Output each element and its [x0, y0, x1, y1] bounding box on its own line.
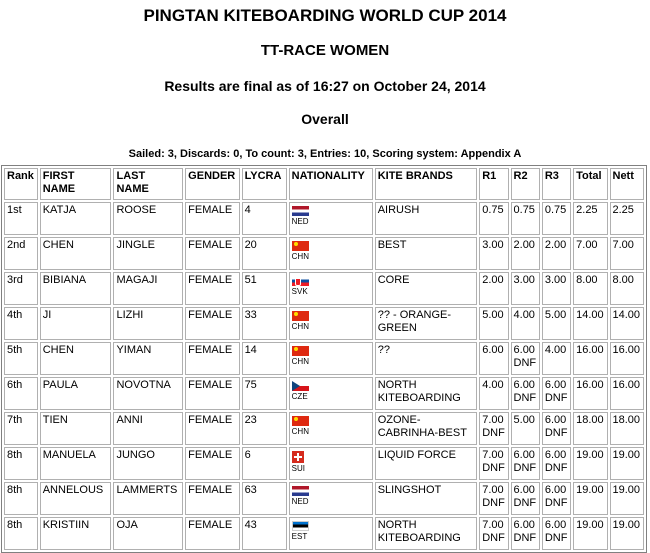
- cell-r3: 6.00 DNF: [542, 377, 571, 410]
- cell-lycra: 43: [242, 517, 287, 550]
- china-flag-icon: [292, 346, 309, 356]
- cell-last-name: ROOSE: [113, 202, 183, 235]
- col-r1: R1: [479, 168, 508, 200]
- cell-lycra: 6: [242, 447, 287, 480]
- table-row: [4, 272, 644, 305]
- estonia-flag-icon: [292, 521, 309, 531]
- cell-gender: FEMALE: [185, 412, 239, 445]
- table-row: [4, 412, 644, 445]
- cell-nationality: [289, 447, 373, 480]
- cell-total: 19.00: [573, 447, 607, 480]
- cell-nett: 8.00: [610, 272, 645, 305]
- col-lycra: LYCRA: [242, 168, 287, 200]
- cell-r2: 0.75: [511, 202, 540, 235]
- cell-r3: 4.00: [542, 342, 571, 375]
- country-code: NED: [291, 217, 309, 226]
- cell-total: 14.00: [573, 307, 607, 340]
- cell-r2: 6.00 DNF: [511, 447, 540, 480]
- results-table: [1, 165, 647, 553]
- cell-last-name: ANNI: [113, 412, 183, 445]
- cell-kite-brand: NORTH KITEBOARDING: [375, 517, 478, 550]
- netherlands-flag-icon: [292, 206, 309, 216]
- country-code: CHN: [291, 427, 309, 436]
- cell-first-name: CHEN: [40, 342, 112, 375]
- scoring-info: Sailed: 3, Discards: 0, To count: 3, Entries: 10, Scoring system: Appendix A: [128, 148, 522, 160]
- cell-kite-brand: AIRUSH: [375, 202, 478, 235]
- cell-r3: 6.00 DNF: [542, 447, 571, 480]
- cell-nett: 16.00: [610, 342, 645, 375]
- country-code: CHN: [291, 252, 309, 261]
- country-code: CZE: [291, 392, 308, 401]
- cell-lycra: 33: [242, 307, 287, 340]
- china-flag-icon: [292, 416, 309, 426]
- cell-nett: 14.00: [610, 307, 645, 340]
- cell-r2: 6.00 DNF: [511, 377, 540, 410]
- cell-r3: 5.00: [542, 307, 571, 340]
- cell-last-name: LIZHI: [113, 307, 183, 340]
- cell-r3: 6.00 DNF: [542, 412, 571, 445]
- cell-nett: 2.25: [610, 202, 645, 235]
- cell-lycra: 14: [242, 342, 287, 375]
- cell-nett: 19.00: [610, 517, 645, 550]
- col-rank: Rank: [4, 168, 38, 200]
- cell-total: 19.00: [573, 482, 607, 515]
- cell-last-name: NOVOTNA: [113, 377, 183, 410]
- country-code: SVK: [291, 287, 308, 296]
- cell-kite-brand: ??: [375, 342, 478, 375]
- col-last-name: LAST NAME: [113, 168, 183, 200]
- cell-last-name: JINGLE: [113, 237, 183, 270]
- col-nett: Nett: [610, 168, 645, 200]
- cell-gender: FEMALE: [185, 307, 239, 340]
- cell-last-name: MAGAJI: [113, 272, 183, 305]
- cell-rank: 3rd: [4, 272, 38, 305]
- table-row: [4, 377, 644, 410]
- cell-nett: 16.00: [610, 377, 645, 410]
- cell-lycra: 20: [242, 237, 287, 270]
- cell-r1: 7.00 DNF: [479, 482, 508, 515]
- cell-nationality: [289, 342, 373, 375]
- country-code: NED: [291, 497, 309, 506]
- table-row: [4, 237, 644, 270]
- cell-kite-brand: ?? - ORANGE-GREEN: [375, 307, 478, 340]
- table-row: [4, 482, 644, 515]
- cell-gender: FEMALE: [185, 482, 239, 515]
- cell-kite-brand: BEST: [375, 237, 478, 270]
- cell-nationality: [289, 237, 373, 270]
- cell-first-name: KATJA: [40, 202, 112, 235]
- cell-nationality: [289, 202, 373, 235]
- table-row: [4, 307, 644, 340]
- table-row: [4, 342, 644, 375]
- cell-nationality: [289, 482, 373, 515]
- cell-kite-brand: SLINGSHOT: [375, 482, 478, 515]
- cell-nationality: [289, 307, 373, 340]
- cell-rank: 6th: [4, 377, 38, 410]
- cell-nett: 18.00: [610, 412, 645, 445]
- cell-r2: 5.00: [511, 412, 540, 445]
- page-title: PINGTAN KITEBOARDING WORLD CUP 2014: [143, 6, 507, 25]
- cell-r2: 6.00 DNF: [511, 482, 540, 515]
- cell-r2: 2.00: [511, 237, 540, 270]
- cell-total: 19.00: [573, 517, 607, 550]
- cell-r2: 3.00: [511, 272, 540, 305]
- country-code: SUI: [291, 464, 305, 473]
- country-code: CHN: [291, 357, 309, 366]
- cell-total: 2.25: [573, 202, 607, 235]
- col-r3: R3: [542, 168, 571, 200]
- cell-r1: 3.00: [479, 237, 508, 270]
- cell-rank: 8th: [4, 482, 38, 515]
- cell-kite-brand: NORTH KITEBOARDING: [375, 377, 478, 410]
- netherlands-flag-icon: [292, 486, 309, 496]
- cell-first-name: ANNELOUS: [40, 482, 112, 515]
- cell-rank: 8th: [4, 517, 38, 550]
- cell-first-name: CHEN: [40, 237, 112, 270]
- col-kite-brands: KITE BRANDS: [375, 168, 478, 200]
- cell-lycra: 23: [242, 412, 287, 445]
- cell-r3: 3.00: [542, 272, 571, 305]
- cell-gender: FEMALE: [185, 237, 239, 270]
- col-first-name: FIRST NAME: [40, 168, 112, 200]
- cell-r3: 6.00 DNF: [542, 482, 571, 515]
- cell-first-name: TIEN: [40, 412, 112, 445]
- cell-kite-brand: LIQUID FORCE: [375, 447, 478, 480]
- results-status: Results are final as of 16:27 on October 24, 2014: [164, 78, 486, 94]
- table-row: [4, 202, 644, 235]
- section-heading: Overall: [301, 111, 349, 127]
- header-row: [4, 168, 644, 200]
- slovakia-flag-icon: [292, 276, 309, 286]
- cell-rank: 4th: [4, 307, 38, 340]
- cell-rank: 2nd: [4, 237, 38, 270]
- col-total: Total: [573, 168, 607, 200]
- cell-r1: 5.00: [479, 307, 508, 340]
- cell-r2: 6.00 DNF: [511, 517, 540, 550]
- cell-r3: 2.00: [542, 237, 571, 270]
- cell-gender: FEMALE: [185, 447, 239, 480]
- cell-nationality: [289, 517, 373, 550]
- cell-gender: FEMALE: [185, 272, 239, 305]
- cell-first-name: JI: [40, 307, 112, 340]
- cell-last-name: YIMAN: [113, 342, 183, 375]
- cell-total: 7.00: [573, 237, 607, 270]
- cell-rank: 5th: [4, 342, 38, 375]
- cell-nett: 19.00: [610, 482, 645, 515]
- cell-rank: 1st: [4, 202, 38, 235]
- col-r2: R2: [511, 168, 540, 200]
- cell-total: 8.00: [573, 272, 607, 305]
- cell-lycra: 4: [242, 202, 287, 235]
- cell-total: 16.00: [573, 377, 607, 410]
- cell-lycra: 63: [242, 482, 287, 515]
- cell-nett: 7.00: [610, 237, 645, 270]
- cell-r1: 2.00: [479, 272, 508, 305]
- china-flag-icon: [292, 311, 309, 321]
- cell-r3: 6.00 DNF: [542, 517, 571, 550]
- cell-lycra: 51: [242, 272, 287, 305]
- cell-first-name: KRISTIIN: [40, 517, 112, 550]
- cell-r2: 4.00: [511, 307, 540, 340]
- cell-lycra: 75: [242, 377, 287, 410]
- cell-r1: 0.75: [479, 202, 508, 235]
- cell-r1: 7.00 DNF: [479, 412, 508, 445]
- table-row: [4, 517, 644, 550]
- cell-last-name: LAMMERTS: [113, 482, 183, 515]
- cell-r1: 7.00 DNF: [479, 447, 508, 480]
- czech-flag-icon: [292, 381, 309, 391]
- country-code: CHN: [291, 322, 309, 331]
- cell-rank: 7th: [4, 412, 38, 445]
- china-flag-icon: [292, 241, 309, 251]
- cell-first-name: PAULA: [40, 377, 112, 410]
- cell-kite-brand: CORE: [375, 272, 478, 305]
- cell-gender: FEMALE: [185, 202, 239, 235]
- cell-nationality: [289, 412, 373, 445]
- cell-gender: FEMALE: [185, 342, 239, 375]
- switzerland-flag-icon: [292, 451, 304, 463]
- cell-r3: 0.75: [542, 202, 571, 235]
- cell-r1: 4.00: [479, 377, 508, 410]
- cell-total: 16.00: [573, 342, 607, 375]
- cell-last-name: JUNGO: [113, 447, 183, 480]
- cell-gender: FEMALE: [185, 517, 239, 550]
- cell-nationality: [289, 377, 373, 410]
- country-code: EST: [291, 532, 308, 541]
- cell-r2: 6.00 DNF: [511, 342, 540, 375]
- cell-gender: FEMALE: [185, 377, 239, 410]
- cell-rank: 8th: [4, 447, 38, 480]
- cell-r1: 7.00 DNF: [479, 517, 508, 550]
- cell-first-name: MANUELA: [40, 447, 112, 480]
- cell-first-name: BIBIANA: [40, 272, 112, 305]
- col-nationality: NATIONALITY: [289, 168, 373, 200]
- cell-nationality: [289, 272, 373, 305]
- table-row: [4, 447, 644, 480]
- event-subtitle: TT-RACE WOMEN: [260, 42, 390, 59]
- col-gender: GENDER: [185, 168, 239, 200]
- cell-r1: 6.00: [479, 342, 508, 375]
- cell-last-name: OJA: [113, 517, 183, 550]
- cell-nett: 19.00: [610, 447, 645, 480]
- cell-total: 18.00: [573, 412, 607, 445]
- cell-kite-brand: OZONE-CABRINHA-BEST: [375, 412, 478, 445]
